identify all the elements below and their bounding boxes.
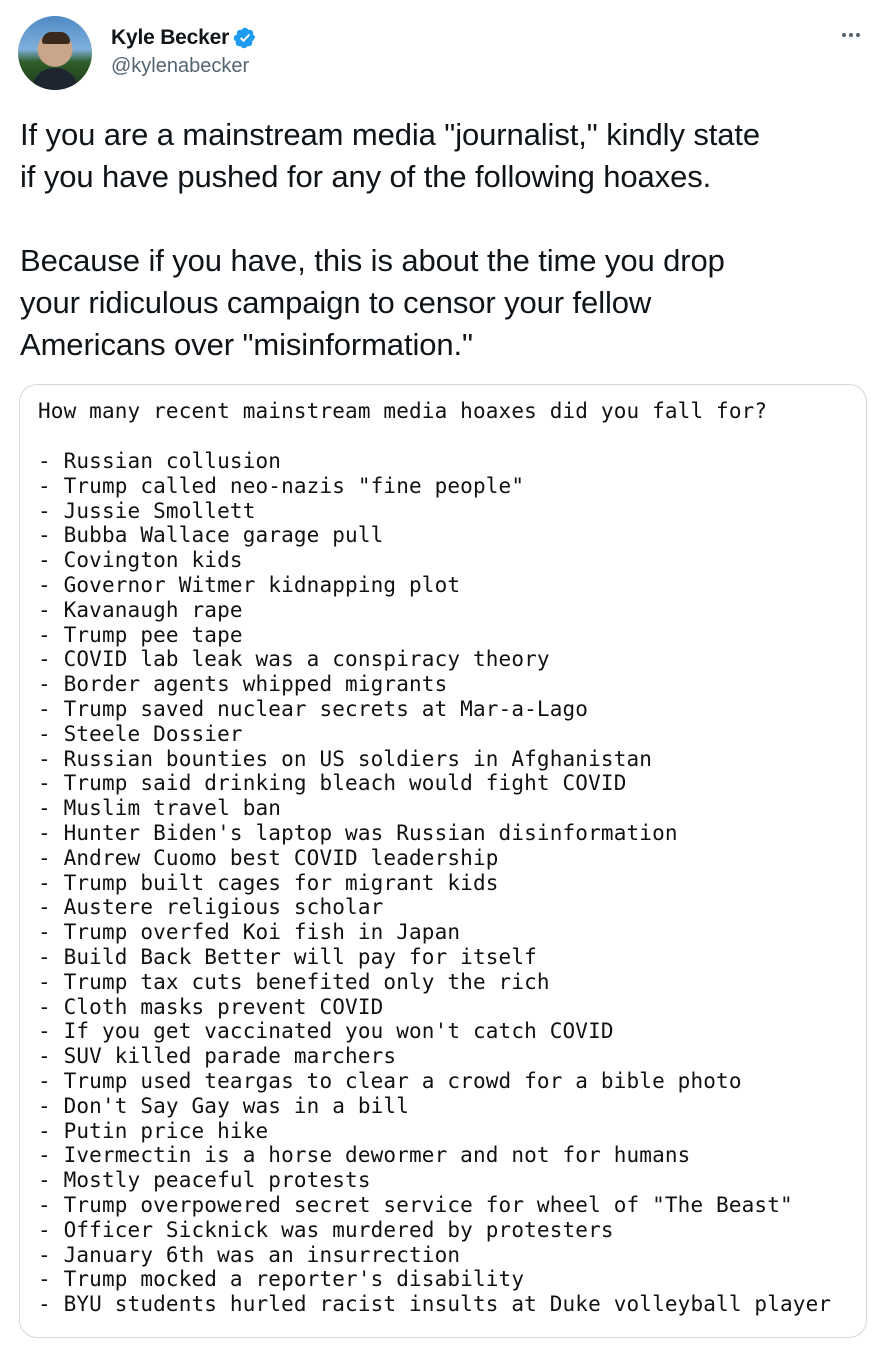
hoax-list-item: - Austere religious scholar bbox=[38, 895, 384, 920]
hoax-list-item: - Ivermectin is a horse dewormer and not for humans bbox=[38, 1143, 691, 1168]
hoax-list-item: - If you get vaccinated you won't catch COVID bbox=[38, 1019, 614, 1044]
author-name[interactable]: Kyle Becker bbox=[111, 26, 230, 49]
hoax-list-item: - January 6th was an insurrection bbox=[38, 1242, 461, 1267]
hoax-list-item: - Hunter Biden's laptop was Russian disinformation bbox=[38, 820, 678, 845]
hoax-list-item: - Covington kids bbox=[38, 548, 243, 573]
verified-badge-icon bbox=[233, 26, 257, 50]
hoax-list-item: - Mostly peaceful protests bbox=[38, 1168, 371, 1193]
hoax-list-item: - Don't Say Gay was in a bill bbox=[38, 1093, 409, 1118]
hoax-list-item: - Governor Witmer kidnapping plot bbox=[38, 572, 461, 597]
hoax-list-item: - Trump used teargas to clear a crowd for a bible photo bbox=[38, 1068, 742, 1093]
avatar[interactable] bbox=[18, 16, 92, 90]
tweet-header bbox=[0, 0, 880, 100]
hoax-list-item: - COVID lab leak was a conspiracy theory bbox=[38, 647, 550, 672]
author-handle[interactable]: @kylenabecker bbox=[111, 55, 250, 77]
author-name-row[interactable] bbox=[111, 24, 257, 52]
hoax-list-item: - SUV killed parade marchers bbox=[38, 1044, 397, 1069]
hoax-list-item: - BYU students hurled racist insults at Duke volleyball player bbox=[38, 1292, 832, 1317]
hoax-list-item: - Trump overfed Koi fish in Japan bbox=[38, 920, 461, 945]
hoax-list-item: - Build Back Better will pay for itself bbox=[38, 944, 537, 969]
hoax-list-item: - Russian collusion bbox=[38, 449, 282, 473]
tweet-paragraph: Because if you have, this is about the time you drop your ridiculous campaign to censor your fellow Americans over "misinformation." bbox=[20, 243, 725, 362]
hoax-list-item: - Officer Sicknick was murdered by protesters bbox=[38, 1217, 614, 1242]
hoax-list-item: - Trump called neo-nazis "fine people" bbox=[38, 473, 525, 498]
hoax-list-item: - Muslim travel ban bbox=[38, 796, 282, 821]
hoax-list-item: - Trump overpowered secret service for wheel of "The Beast" bbox=[38, 1192, 793, 1217]
hoax-list-item: - Cloth masks prevent COVID bbox=[38, 994, 384, 1019]
tweet-paragraph: If you are a mainstream media "journalist," kindly state if you have pushed for any of the following hoaxes. bbox=[20, 117, 761, 194]
hoax-list-item: - Russian bounties on US soldiers in Afghanistan bbox=[38, 746, 653, 771]
hoax-list-item: - Trump saved nuclear secrets at Mar-a-Lago bbox=[38, 696, 589, 721]
hoax-list-item: - Andrew Cuomo best COVID leadership bbox=[38, 845, 499, 870]
avatar-shirt bbox=[32, 68, 78, 90]
tweet-text bbox=[20, 114, 865, 366]
hoax-list bbox=[38, 449, 831, 1317]
hoax-list-item: - Bubba Wallace garage pull bbox=[38, 523, 384, 548]
more-dot bbox=[849, 33, 853, 37]
hoax-list-item: - Trump tax cuts benefited only the rich bbox=[38, 969, 550, 994]
tweet-image[interactable] bbox=[19, 384, 867, 1338]
hoax-list-item: - Putin price hike bbox=[38, 1118, 269, 1143]
hoax-list-item: - Steele Dossier bbox=[38, 721, 243, 746]
image-title: How many recent mainstream media hoaxes did you fall for? bbox=[38, 399, 768, 423]
hoax-list-item: - Trump said drinking bleach would fight COVID bbox=[38, 771, 627, 796]
more-options-icon[interactable] bbox=[836, 20, 866, 50]
hoax-list-item: - Border agents whipped migrants bbox=[38, 672, 448, 697]
more-dot bbox=[856, 33, 860, 37]
avatar-hair bbox=[42, 32, 70, 44]
hoax-list-item: - Jussie Smollett bbox=[38, 498, 256, 523]
hoax-list-item: - Trump built cages for migrant kids bbox=[38, 870, 499, 895]
hoax-list-item: - Trump mocked a reporter's disability bbox=[38, 1267, 525, 1292]
hoax-list-item: - Kavanaugh rape bbox=[38, 597, 243, 622]
hoax-list-item: - Trump pee tape bbox=[38, 622, 243, 647]
more-dot bbox=[842, 33, 846, 37]
